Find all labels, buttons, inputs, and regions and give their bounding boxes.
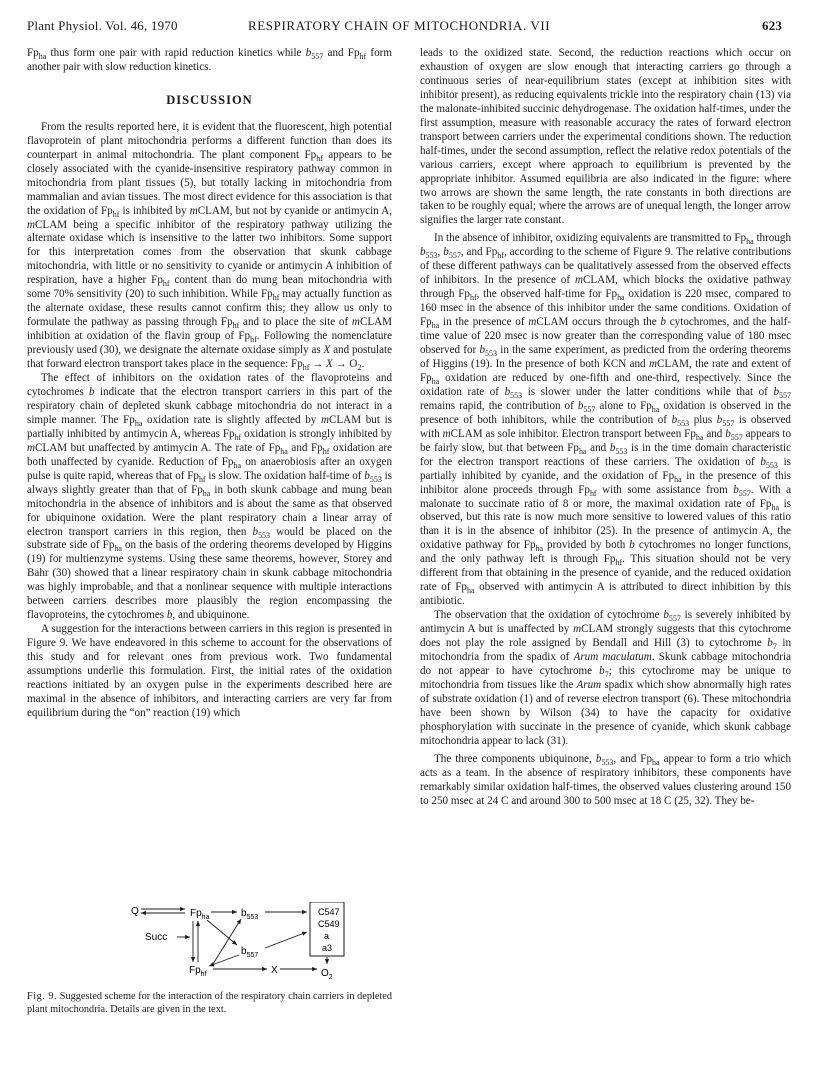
page-number: 623 [762, 18, 783, 33]
box-item-c547: C547 [318, 907, 340, 917]
label-x: X [271, 965, 278, 976]
paragraph: From the results reported here, it is evident that the fluorescent, high potential flavoprotein of plant mitochondria performs a different function than does its counterpart in animal mitochondria. The plant component $Fp_{hf}$ appears to be closely associated with the cyanide-insensitive respiratory pathway common in mitochondria from plant tissues (5), but totally lacking in mitochondria from mammalian and avian tissues. The most direct evidence for this association is that the oxidation of $Fp_{hf}$ is inhibited by mCLAM, but not by cyanide or antimycin A, mCLAM being a specific inhibitor of the respiratory pathway utilizing the alternate oxidase which is insensitive to the latter two inhibitors. Some support for this interpretation comes from the observation that skunk cabbage mitochondria, with little or no sensitivity to cyanide or antimycin A inhibition of respiration, have a higher $Fp_{hf}$ content than do mung bean mitochondria with some 70% sensitivity (20) to such inhibition. While $Fp_{hf}$ may actually function as the alternate oxidase, these results cannot confirm this; they allow us only to formulate the pathway as passing through $Fp_{hf}$ and to place the site of mCLAM inhibition at oxidation of the flavin group of $Fp_{hf}$. Following the nomenclature previously used (30), we designate the alternate oxidase simply as X and postulate that forward electron transport takes place in the sequence: $Fp_{hf} \to X \to O_2$. [27, 120, 393, 373]
label-succ: Succ [145, 932, 168, 943]
box-item-a: a [324, 931, 330, 941]
label-fpha: $Fp_{ha}$ [190, 908, 210, 921]
label-fphf: $Fp_{hf}$ [189, 965, 207, 978]
figure-9-scheme [27, 902, 392, 982]
arrow-fphf-to-b553 [213, 919, 241, 964]
figure-caption-text: Suggested scheme for the interaction of the respiratory chain carriers in depleted plant mitochondria. Details are given in the text. [27, 991, 392, 1015]
label-o2: $O_2$ [321, 968, 333, 981]
paragraph: A suggestion for the interactions between carriers in this region is presented in Figure 9. We have endeavored in this scheme to account for the observations of this study and for relevant ones from previous work. Two fundamental assumptions underlie this formulation. First, the initial rates of the oxidation reactions initiated by an oxygen pulse in the experiments described here are maximal in the absence of inhibitors, and interacting carriers are very far from equilibrium during the “on” reaction (19) which [27, 623, 392, 719]
running-title: RESPIRATORY CHAIN OF MITOCHONDRIA. VII [248, 18, 551, 33]
label-b557: $b_{557}$ [241, 946, 259, 959]
right-column [420, 47, 791, 808]
left-column [27, 47, 392, 721]
journal-citation: Plant Physiol. Vol. 46, 1970 [27, 18, 178, 33]
figure-caption-label: Fig. 9. [27, 991, 58, 1002]
paragraph: The effect of inhibitors on the oxidation rates of the flavoproteins and cytochromes b indicate that the electron transport carriers in this part of the respiratory chain of depleted skunk cabbage mitochondria do not interact in a simple manner. The $Fp_{ha}$ oxidation rate is slightly affected by mCLAM but is partially inhibited by antimycin A, whereas $Fp_{hf}$ oxidation is strongly inhibited by mCLAM but unaffected by antimycin A. The rate of $Fp_{ha}$ and $Fp_{hf}$ oxidation are both unaffected by cyanide. Reduction of $Fp_{ha}$ on anaerobiosis after an oxygen pulse is quite rapid, whereas that of $Fp_{hf}$ is slow. The oxidation half-time of $b_{553}$ is always slightly greater than that of $Fp_{ha}$ in both skunk cabbage and mung bean mitochondria in the absence of inhibitors and is about the same as that observed for ubiquinone oxidation. Were the plant respiratory chain a linear array of electron transport carriers in this region, then $b_{553}$ would be placed on the substrate side of $Fp_{ha}$ on the basis of the ordering theorems developed by Higgins (19) for multienzyme systems. Using these same theorems, however, Storey and Bahr (30) showed that a linear respiratory chain in skunk cabbage mitochondria was highly improbable, and that a nonlinear sequence with multiple interactions between carriers describes more plausibly the region encompassing the flavoproteins, the cytochromes b, and ubiquinone. [27, 372, 393, 622]
paragraph: $Fp_{ha}$ thus form one pair with rapid reduction kinetics while $b_{557}$ and $Fp_{hf}$ form another pair with slow reduction kinetics. [27, 47, 392, 73]
arrow-b557-to-fphf [209, 955, 239, 966]
label-q: Q [131, 906, 139, 917]
box-item-c549: C549 [318, 919, 340, 929]
paragraph: leads to the oxidized state. Second, the reduction reactions which occur on exhaustion of oxygen are slow enough that interacting carriers go through a continuous series of near-equilibrium states (except at inhibition sites with inhibitor present), as reducing equivalents trickle into the respiratory chain (13) via the malonate-inhibited succinic dehydrogenase. The oxidation half-times, under the first assumption, measure with reasonable accuracy the rates of forward electron transport between carriers under the experimental conditions shown. The reduction half-times, under the second assumption, reflect the relative redox potentials of the various carriers, except where approach to equilibrium is prevented by the appropriate inhibitor. Assumed equilibria are also indicated in the figure: where two arrows are shown the same length, the rate constants in both directions are taken to be roughly equal; where the arrows are of unequal length, the longer arrow signifies the larger rate constant. [420, 47, 791, 227]
figure-caption [27, 990, 392, 1016]
paragraph: In the absence of inhibitor, oxidizing equivalents are transmitted to $Fp_{ha}$ through $b_{553}$, $b_{557}$, and $Fp_{hf}$, according to the scheme of Figure 9. The relative contributions of these different pathways can be qualitatively assessed from the observed effects of inhibitors. In the presence of mCLAM, which blocks the oxidative pathway through $Fp_{hf}$, the observed half-time for $Fp_{ha}$ oxidation is 220 msec, compared to 160 msec in the absence of this inhibitor under the same conditions. Oxidation of $Fp_{ha}$ in the presence of mCLAM occurs through the b cytochromes, and the half-time value of 220 msec is now greater than the corresponding value of 180 msec observed for $b_{553}$ in the same experiment, as predicted from the ordering theorems of Higgins (19). In the presence of both KCN and mCLAM, the rate and extent of $Fp_{ha}$ oxidation are reduced by one-fifth and one-third, respectively. Since the oxidation rate of $b_{553}$ is slower under the latter conditions while that of $b_{557}$ remains rapid, the contribution of $b_{557}$ alone to $Fp_{ha}$ oxidation is observed in the presence of both inhibitors, while the contribution of $b_{553}$ plus $b_{557}$ is observed with mCLAM as sole inhibitor. Electron transport between $Fp_{ha}$ and $b_{557}$ appears to be fairly slow, but that between $Fp_{ha}$ and $b_{553}$ is in the time domain characteristic for the electron transport reactions of these carriers. The oxidation of $b_{553}$ is partially inhibited by cyanide, and the oxidation of $Fp_{ha}$ in the presence of this inhibitor alone proceeds through $Fp_{hf}$ with some assistance from $b_{557}$. With a malonate to succinate ratio of 8 or more, the maximal oxidation rate of $Fp_{ha}$ is observed, but this rate is now much more sensitive to lowered values of this ratio than it is in the absence of inhibitor (25). In the presence of antimycin A, the oxidative pathway for $Fp_{ha}$ provided by both b cytochromes no longer functions, and the only pathway left is through $Fp_{hf}$. This situation should not be very different from that obtaining in the presence of cyanide, and the reduced oxidation rate of $Fp_{ha}$ observed with antimycin A is attributed to direct inhibition by this antibiotic. [420, 232, 792, 608]
box-item-a3: a3 [322, 943, 333, 953]
paragraph: The observation that the oxidation of cytochrome $b_{557}$ is severely inhibited by antimycin A but is unaffected by mCLAM strongly suggests that this cytochrome does not play the role assigned by Bendall and Hill (3) to cytochrome $b_7$ in mitochondria from the spadix of Arum maculatum. Skunk cabbage mitochondria do not appear to have cytochrome $b_7$; this cytochrome may be unique to mitochondria from tissues like the Arum spadix which show abnormally high rates of substrate oxidation (1) and of reverse electron transport (6). These mitochondria have been shown by Wilson (34) to have the capacity for oxidative phosphorylation with succinate in the presence of cyanide, which skunk cabbage mitochondria appear to lack (31). [420, 609, 792, 747]
label-b553: $b_{553}$ [241, 908, 259, 921]
paragraph: The three components ubiquinone, $b_{553}$, and $Fp_{ha}$ appear to form a trio which acts as a team. In the absence of respiratory inhibitors, these components have remarkably similar oxidation half-times, the observed values clustering around 150 to 250 msec at 24 C and around 300 to 500 msec at 18 C (25, 32). They be- [420, 752, 791, 807]
arrow-b557-to-box [265, 932, 307, 948]
section-heading-discussion: DISCUSSION [166, 92, 253, 107]
